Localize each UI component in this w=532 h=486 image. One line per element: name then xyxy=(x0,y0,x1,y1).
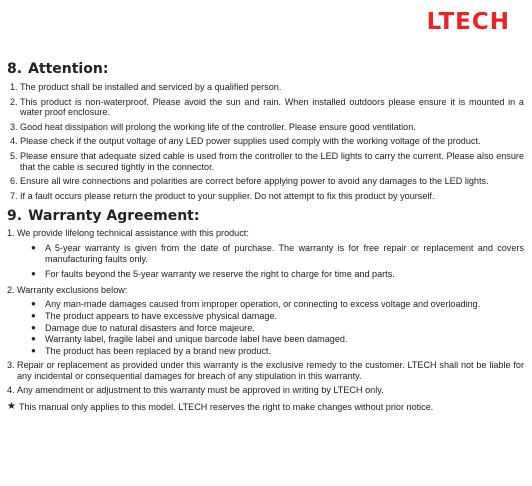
item-text: Please check if the output voltage of any LED power supplies used comply with the working voltage of the product. xyxy=(20,136,481,147)
bullet-text: Warranty label, fragile label and unique barcode label have been damaged. xyxy=(45,334,348,345)
bullet-icon: ● xyxy=(31,334,36,344)
attention-item xyxy=(7,176,524,187)
item-text: Ensure all wire connections and polarities are correct before applying power to avoid any damages to the LED lights. xyxy=(20,176,489,187)
bullet-icon: ● xyxy=(31,310,36,320)
attention-item xyxy=(7,191,524,202)
item-number: 2. xyxy=(10,96,18,107)
bullet-icon: ● xyxy=(31,299,36,309)
bullet-text: Damage due to natural disasters and force majeure. xyxy=(45,322,255,333)
item-number: 2. xyxy=(7,284,15,295)
attention-item xyxy=(7,136,524,147)
warranty-coverage-bullets xyxy=(7,243,524,280)
item-text: If a fault occurs please return the product to your supplier. Do not attempt to fix this product by yourself. xyxy=(20,190,435,201)
attention-item xyxy=(7,82,524,93)
item-text: Warranty exclusions below: xyxy=(17,284,128,295)
item-text: The product shall be installed and serviced by a qualified person. xyxy=(20,82,282,92)
item-number: 5. xyxy=(10,150,18,161)
bullet-icon: ● xyxy=(31,322,36,332)
item-text: Any amendment or adjustment to this warranty must be approved in writing by LTECH only. xyxy=(17,385,384,396)
bullet-item xyxy=(7,346,524,357)
item-text: We provide lifelong technical assistance with this product: xyxy=(17,228,249,239)
bullet-text: The product has been replaced by a brand new product. xyxy=(45,345,271,356)
bullet-item xyxy=(7,243,524,264)
attention-item xyxy=(7,97,524,118)
item-number: 4. xyxy=(10,136,18,147)
attention-item xyxy=(7,151,524,172)
item-text: Good heat dissipation will prolong the working life of the controller. Please ensure good ventilation. xyxy=(20,121,416,132)
item-number: 1. xyxy=(10,82,18,92)
bullet-item xyxy=(7,311,524,322)
item-number: 3. xyxy=(10,121,18,132)
warranty-heading xyxy=(7,207,524,225)
item-number: 7. xyxy=(10,190,18,201)
item-text: This product is non-waterproof. Please avoid the sun and rain. When installed outdoors please ensure it is mounted in a water proof enclosure. xyxy=(20,96,524,118)
bullet-text: For faults beyond the 5-year warranty we reserve the right to charge for time and parts. xyxy=(45,269,395,280)
item-number: 4. xyxy=(7,385,15,396)
attention-number: 8. xyxy=(7,61,23,77)
note-text: This manual only applies to this model. LTECH reserves the right to make changes without prior notice. xyxy=(19,402,434,413)
warranty-exclusion-bullets xyxy=(7,299,524,356)
item-number: 3. xyxy=(7,360,15,371)
bullet-item xyxy=(7,299,524,310)
warranty-item xyxy=(7,360,524,381)
manual-note xyxy=(7,402,524,413)
ltech-logo: LTECH xyxy=(426,9,510,35)
warranty-item xyxy=(7,385,524,396)
document-body xyxy=(7,60,524,413)
bullet-icon: ● xyxy=(31,242,36,252)
attention-title: Attention: xyxy=(28,61,109,77)
bullet-icon: ● xyxy=(31,269,36,279)
bullet-item xyxy=(7,269,524,280)
warranty-item xyxy=(7,285,524,296)
attention-item xyxy=(7,122,524,133)
warranty-item xyxy=(7,228,524,239)
warranty-list xyxy=(7,228,524,396)
bullet-text: Any man-made damages caused from improper operation, or connecting to excess voltage and overloading. xyxy=(45,299,481,310)
bullet-item xyxy=(7,334,524,345)
item-number: 1. xyxy=(7,228,15,239)
bullet-text: A 5-year warranty is given from the date of purchase. The warranty is for free repair or replacement and covers manufacturing faults only. xyxy=(45,242,524,264)
item-text: Please ensure that adequate sized cable is used from the controller to the LED lights to carry the current. Please also ensure that the cable is secured tightly in the connector. xyxy=(20,150,524,172)
bullet-icon: ● xyxy=(31,345,36,355)
bullet-text: The product appears to have excessive physical damage. xyxy=(45,310,278,321)
bullet-item xyxy=(7,323,524,334)
warranty-title: Warranty Agreement: xyxy=(28,208,200,225)
attention-heading xyxy=(7,60,524,78)
item-number: 6. xyxy=(10,176,18,187)
item-text: Repair or replacement as provided under this warranty is the exclusive remedy to the customer. LTECH shall not be liable for any incidental or consequential damages for breach of any stipulation in this warranty. xyxy=(17,360,524,381)
star-icon: ★ xyxy=(7,401,16,413)
attention-list xyxy=(7,82,524,201)
warranty-number: 9. xyxy=(7,208,23,225)
